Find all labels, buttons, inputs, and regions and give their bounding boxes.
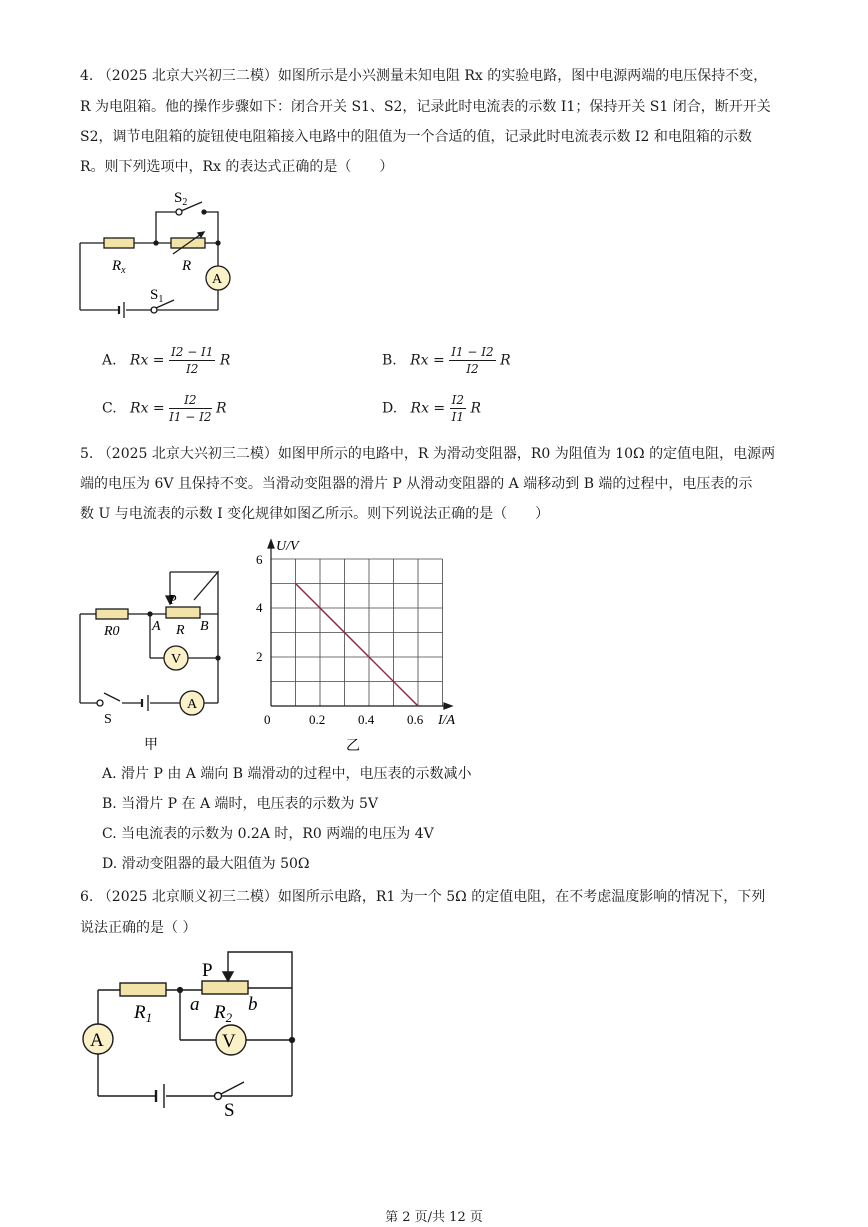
q4-line1: 4. （2025 北京大兴初三二模）如图所示是小兴测量未知电阻 Rx 的实验电路，图中电源两端的电压保持不变， <box>80 68 768 84</box>
q5-a-label: A <box>152 619 161 634</box>
q5-ytick-4: 4 <box>256 600 263 615</box>
q4-line3: S2，调节电阻箱的旋钮使电阻箱接入电路中的阻值为一个合适的值，记录此时电流表示数 I2 和电阻箱的示数 <box>80 129 752 145</box>
q4-s1-label: $S_1$ <box>150 287 164 305</box>
q6-voltmeter-label: V <box>222 1031 236 1052</box>
q6-r1-label: $R_1$ <box>134 1002 153 1025</box>
q5-switch-label: S <box>104 712 112 727</box>
q5-option-b[interactable]: B. 当滑片 P 在 A 端时，电压表的示数为 5V <box>102 796 378 812</box>
q4-option-b[interactable]: B. Rx = $\frac{I1 - I2}{I2}$ R <box>382 345 511 376</box>
q5-ui-series-line <box>296 584 419 707</box>
q4-rx-label: $R_x$ <box>112 258 126 276</box>
q5-line1: 5. （2025 北京大兴初三二模）如图甲所示的电路中，R 为滑动变阻器，R0 为阻值为 10Ω 的定值电阻，电源两 <box>80 446 776 462</box>
q4-line2: R 为电阻箱。他的操作步骤如下：闭合开关 S1、S2，记录此时电流表的示数 I1；保持开关 S1 闭合，断开开关 <box>80 99 771 115</box>
q5-fig-caption-yi: 乙 <box>346 739 360 754</box>
q5-p-label: P <box>169 593 177 608</box>
q4-ammeter-label: A <box>212 272 223 287</box>
q5-circuit-diagram <box>74 560 234 755</box>
q6-circuit-diagram <box>76 948 306 1120</box>
q5-xtick-0-2: 0.2 <box>309 712 326 727</box>
q6-b-label: b <box>248 994 258 1015</box>
q5-ammeter-label: A <box>187 697 198 712</box>
q6-p-label: P <box>202 960 213 981</box>
q6-ammeter-label: A <box>90 1030 104 1051</box>
q6-r2-label: $R_2$ <box>214 1002 233 1025</box>
q6-line2: 说法正确的是（ ） <box>80 920 197 936</box>
q5-voltmeter-label: V <box>171 652 182 667</box>
q4-option-d[interactable]: D. Rx = $\frac{I2}{I1}$ R <box>382 393 481 424</box>
q6-a-label: a <box>190 994 200 1015</box>
q5-option-a[interactable]: A. 滑片 P 由 A 端向 B 端滑动的过程中，电压表的示数减小 <box>102 766 472 782</box>
q4-r-label: R <box>182 258 192 274</box>
x-axis-arrow <box>444 703 452 709</box>
q5-option-c[interactable]: C. 当电流表的示数为 0.2A 时，R0 两端的电压为 4V <box>102 826 434 842</box>
q5-graph-xlabel: I/A <box>438 713 456 728</box>
q4-line4: R。则下列选项中，Rx 的表达式正确的是（ ） <box>80 159 394 175</box>
q5-option-d[interactable]: D. 滑动变阻器的最大阻值为 50Ω <box>102 856 310 872</box>
q5-ytick-6: 6 <box>256 552 263 567</box>
q4-option-c[interactable]: C. Rx = $\frac{I2}{I1 - I2}$ R <box>102 393 227 424</box>
q5-graph-ylabel: U/V <box>276 539 299 554</box>
q5-xtick-0-6: 0.6 <box>407 712 424 727</box>
page-footer: 第 2 页/共 12 页 <box>385 1210 483 1225</box>
q5-r0-label: R0 <box>104 624 120 639</box>
q4-s2-label: $S_2$ <box>174 190 188 208</box>
q5-xtick-0: 0 <box>264 712 271 727</box>
q4-option-a[interactable]: A. Rx = $\frac{I2 - I1}{I2}$ R <box>102 345 231 376</box>
q5-line3: 数 U 与电流表的示数 I 变化规律如图乙所示。则下列说法正确的是（ ） <box>80 506 550 522</box>
q5-line2: 端的电压为 6V 且保持不变。当滑动变阻器的滑片 P 从滑动变阻器的 A 端移动到 B 端的过程中，电压表的示 <box>80 476 753 492</box>
q5-r-label: R <box>176 623 185 638</box>
q4-circuit-diagram <box>74 182 244 328</box>
q5-u-i-graph <box>250 530 480 755</box>
q5-xtick-0-4: 0.4 <box>358 712 375 727</box>
q6-line1: 6. （2025 北京顺义初三二模）如图所示电路，R1 为一个 5Ω 的定值电阻，在不考虑温度影响的情况下，下列 <box>80 889 766 905</box>
q5-b-label: B <box>200 619 209 634</box>
q6-switch-label: S <box>224 1100 235 1120</box>
y-axis-arrow <box>268 540 274 548</box>
q5-ytick-2: 2 <box>256 649 263 664</box>
q5-fig-caption-jia: 甲 <box>144 738 158 753</box>
